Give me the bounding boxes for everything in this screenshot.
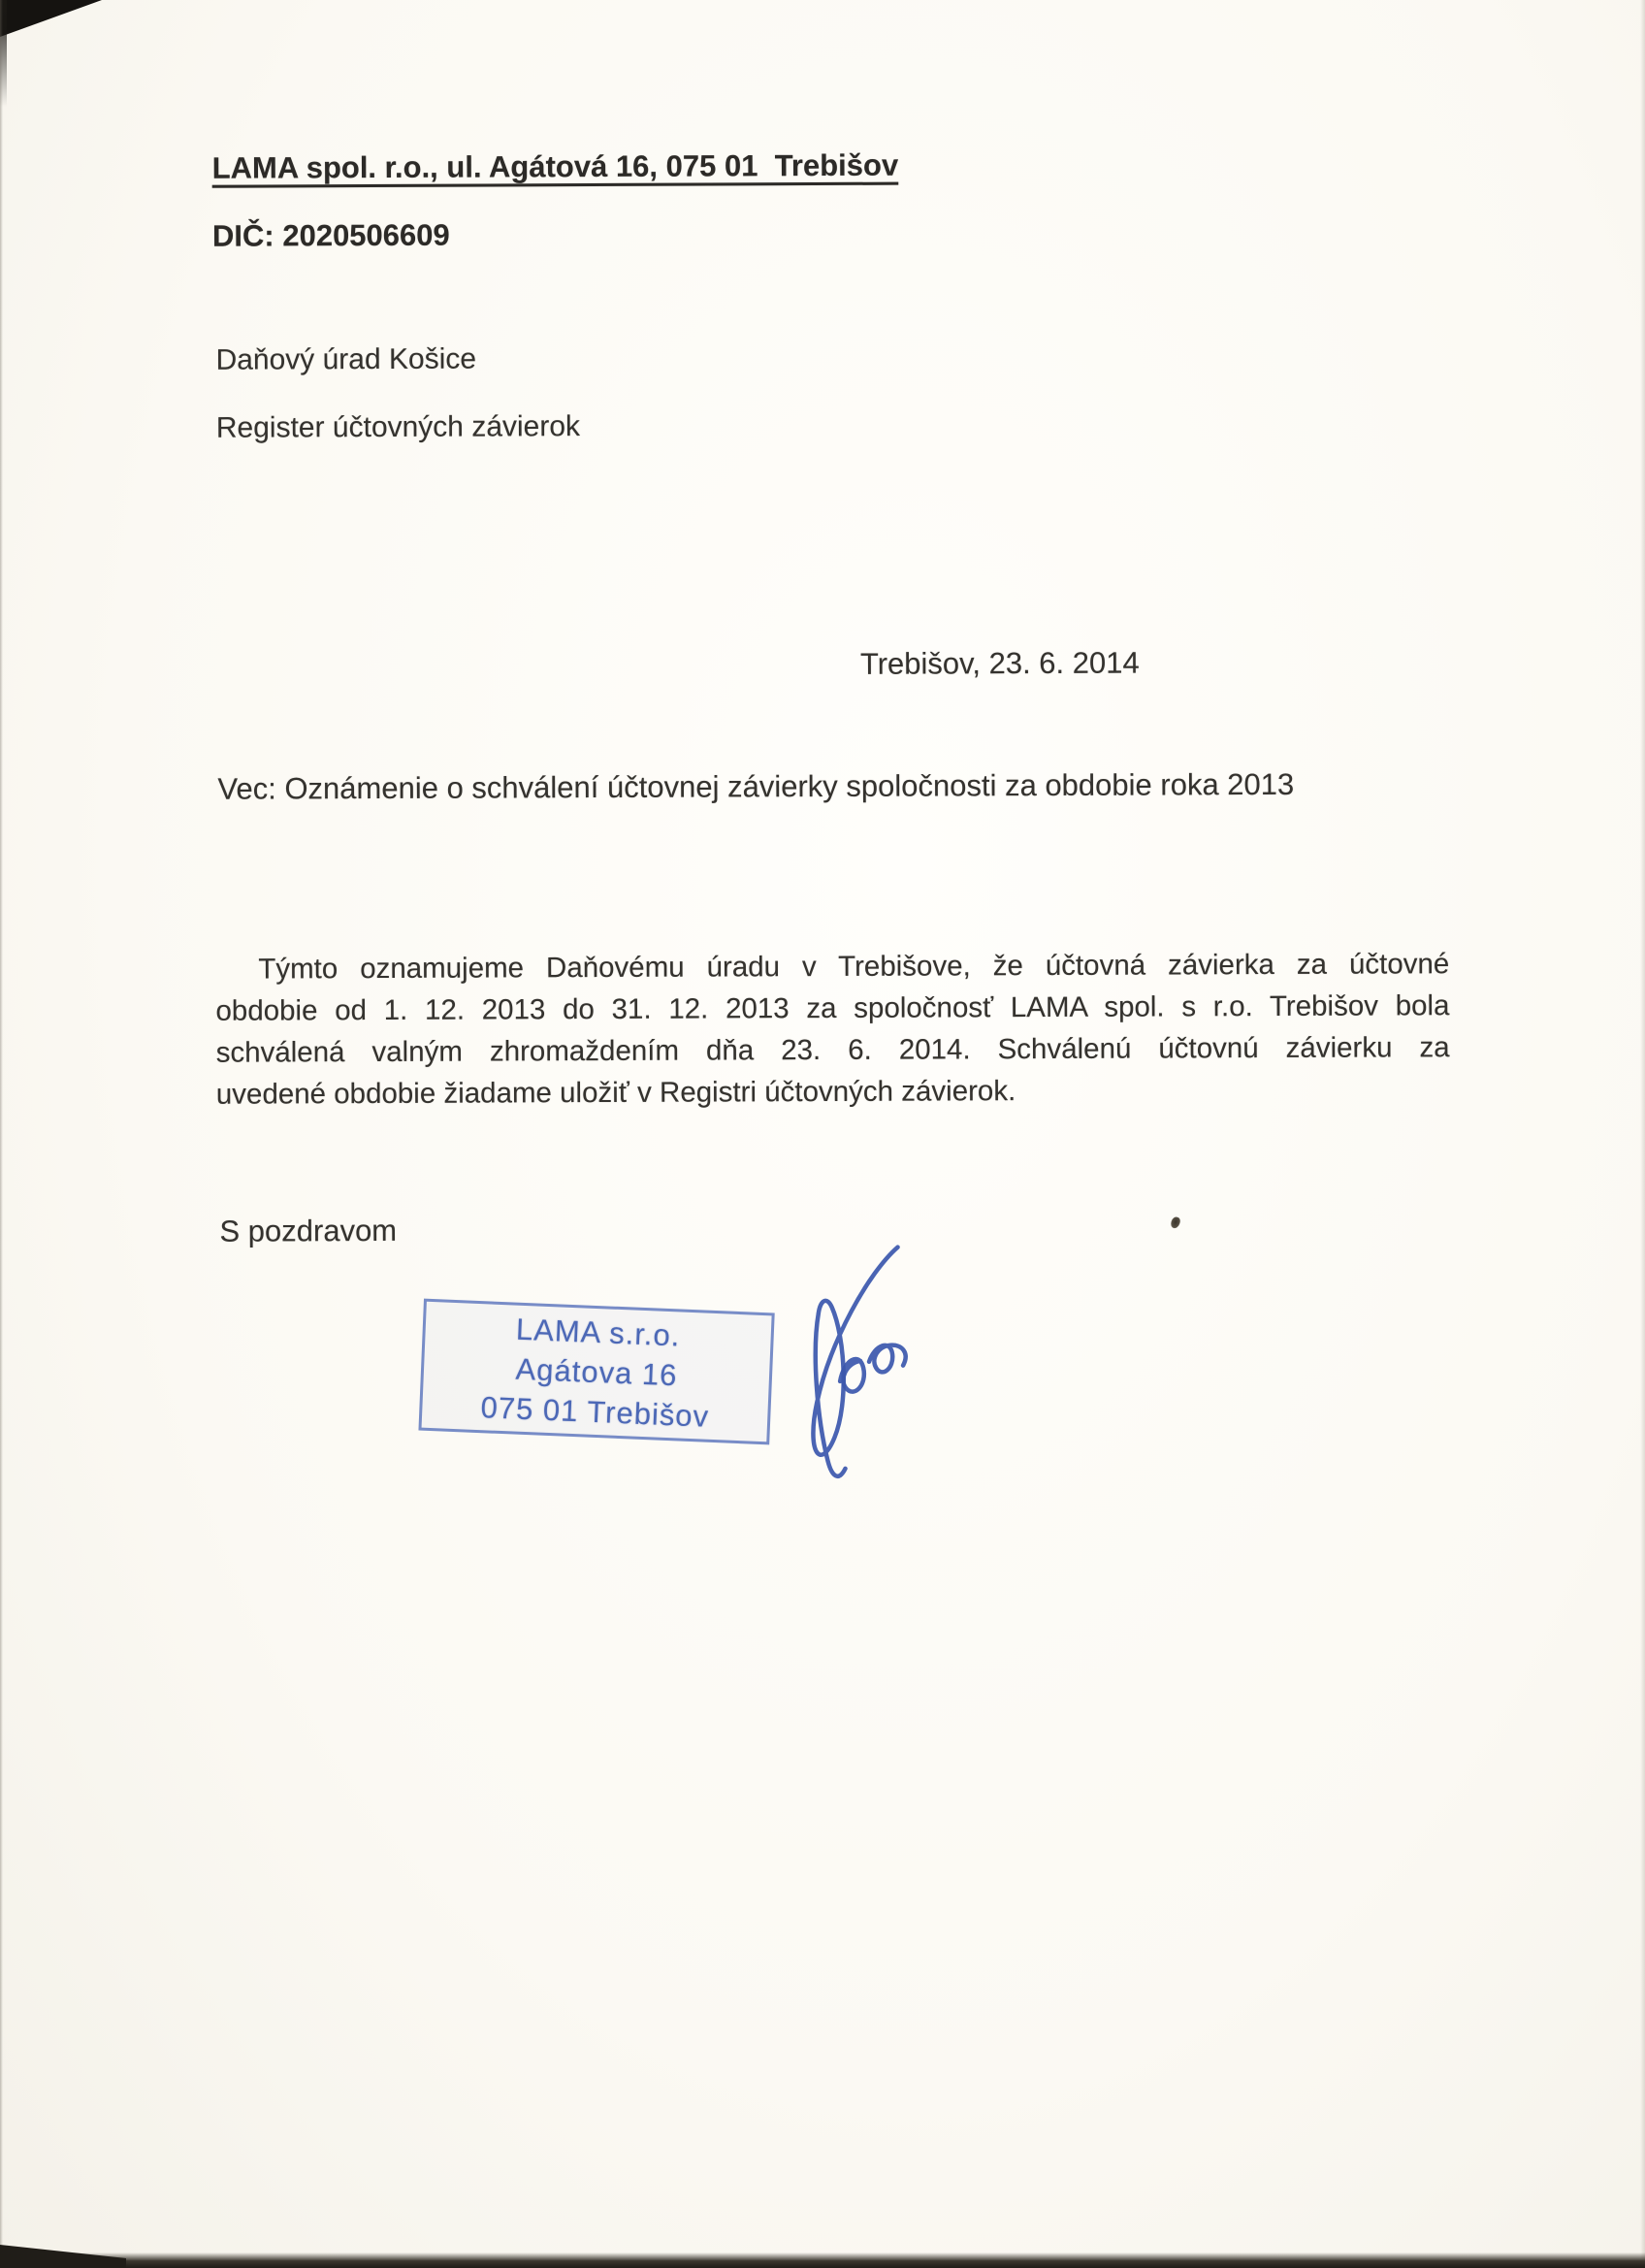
body-line: schválená valným zhromaždením dňa 23. 6. 2014. Schválenú účtovnú závierku za [215, 1031, 1450, 1069]
recipient-register-line: Register účtovných závierok [215, 410, 581, 444]
ink-speck [1170, 1215, 1181, 1229]
body-line: Týmto oznamujeme Daňovému úradu v Trebišove, že účtovná závierka za účtovné [258, 948, 1450, 986]
recipient-office-line: Daňový úrad Košice [215, 342, 477, 376]
stamp-company-name: LAMA s.r.o. [515, 1312, 682, 1353]
letter-body-paragraph [215, 943, 1450, 1116]
place-date-line: Trebišov, 23. 6. 2014 [859, 645, 1140, 681]
subject-line: Vec: Oznámenie o schválení účtovnej závierky spoločnosti za obdobie roka 2013 [217, 766, 1295, 806]
signature-stroke-loop2 [869, 1345, 906, 1373]
tax-id-line: DIČ: 2020506609 [211, 217, 450, 253]
handwritten-signature [692, 1223, 945, 1506]
closing-line: S pozdravom [219, 1213, 398, 1248]
sender-address-line: LAMA spol. r.o., ul. Agátová 16, 075 01 Trebišov [211, 147, 899, 185]
body-line: uvedené obdobie žiadame uložiť v Registri účtovných závierok. [215, 1075, 1016, 1111]
body-line: obdobie od 1. 12. 2013 do 31. 12. 2013 za spoločnosť LAMA spol. s r.o. Trebišov bola [215, 989, 1450, 1027]
stamp-street: Agátova 16 [515, 1351, 679, 1392]
stamp-city: 075 01 Trebišov [479, 1389, 710, 1434]
